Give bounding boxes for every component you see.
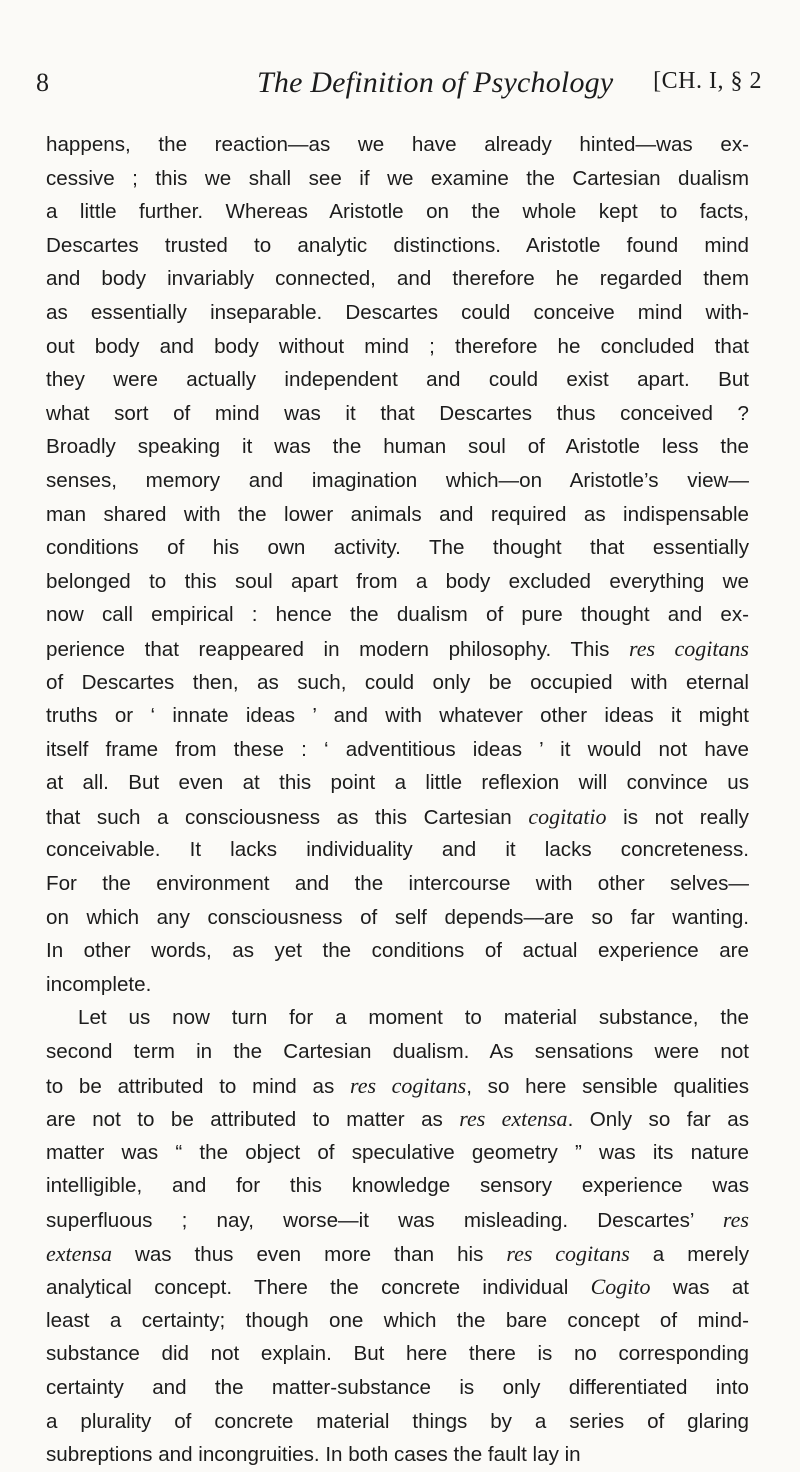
text-line: superfluous ; nay, worse—it was misleading. Descartes’ res <box>46 1207 749 1232</box>
text-line: out body and body without mind ; therefore he concluded that <box>46 334 749 358</box>
text-line: extensa was thus even more than his res cogitans a merely <box>46 1240 749 1266</box>
text-line: belonged to this soul apart from a body excluded everything we <box>46 569 749 593</box>
chapter-reference: [CH. I, § 2 <box>653 68 762 94</box>
text-line: and body invariably connected, and therefore he regarded them <box>46 267 749 291</box>
text-line: what sort of mind was it that Descartes thus conceived ? <box>46 401 749 425</box>
text-line: are not to be attributed to matter as res extensa. Only so far as <box>46 1106 749 1132</box>
text-line: perience that reappeared in modern philosophy. This res cogitans <box>46 635 749 661</box>
page-number: 8 <box>36 68 49 97</box>
paragraph-1 <box>46 128 749 1001</box>
text-line: second term in the Cartesian dualism. As sensations were not <box>46 1040 749 1064</box>
text-line: In other words, as yet the conditions of actual experience are <box>46 939 749 963</box>
text-line: of Descartes then, as such, could only be occupied with eternal <box>46 670 749 694</box>
text-line: Descartes trusted to analytic distinctions. Aristotle found mind <box>46 233 749 257</box>
text-line: Broadly speaking it was the human soul of Aristotle less the <box>46 435 749 459</box>
text-line: they were actually independent and could exist apart. But <box>46 368 749 392</box>
text-line: itself frame from these : ‘ adventitious ideas ’ it would not have <box>46 737 749 761</box>
text-line: senses, memory and imagination which—on Aristotle’s view— <box>46 468 749 492</box>
text-line: For the environment and the intercourse with other selves— <box>46 872 749 896</box>
text-line: conceivable. It lacks individuality and it lacks concreteness. <box>46 838 749 862</box>
text-line: that such a consciousness as this Cartesian cogitatio is not really <box>46 803 749 829</box>
text-line: to be attributed to mind as res cogitans, so here sensible qualities <box>46 1072 749 1098</box>
running-title: The Definition of Psychology <box>257 66 614 99</box>
text-line: subreptions and incongruities. In both cases the fault lay in <box>46 1443 581 1467</box>
text-line: a little further. Whereas Aristotle on the whole kept to facts, <box>46 200 749 224</box>
text-line: now call empirical : hence the dualism of pure thought and ex- <box>46 603 749 627</box>
text-line: incomplete. <box>46 972 152 996</box>
text-line: man shared with the lower animals and required as indispensable <box>46 502 749 526</box>
text-line: least a certainty; though one which the bare concept of mind- <box>46 1308 749 1332</box>
text-line: a plurality of concrete material things by a series of glaring <box>46 1409 749 1433</box>
text-line: truths or ‘ innate ideas ’ and with whatever other ideas it might <box>46 704 749 728</box>
text-line: intelligible, and for this knowledge sensory experience was <box>46 1174 749 1198</box>
text-line: analytical concept. There the concrete individual Cogito was at <box>46 1274 749 1300</box>
page-header <box>36 56 762 106</box>
text-line: conditions of his own activity. The thought that essentially <box>46 536 749 560</box>
text-line: happens, the reaction—as we have already hinted—was ex- <box>46 133 749 156</box>
body-text <box>46 128 749 1472</box>
paragraph-2 <box>46 1001 749 1471</box>
text-line: matter was “ the object of speculative geometry ” was its nature <box>46 1140 749 1164</box>
text-line: Let us now turn for a moment to material substance, the <box>78 1006 749 1030</box>
text-line: as essentially inseparable. Descartes could conceive mind with- <box>46 300 749 324</box>
text-line: substance did not explain. But here there is no corresponding <box>46 1342 749 1366</box>
text-line: certainty and the matter-substance is only differentiated into <box>46 1375 749 1399</box>
text-line: on which any consciousness of self depends—are so far wanting. <box>46 905 749 929</box>
text-line: cessive ; this we shall see if we examine the Cartesian dualism <box>46 166 749 190</box>
text-line: at all. But even at this point a little reflexion will convince us <box>46 771 749 795</box>
